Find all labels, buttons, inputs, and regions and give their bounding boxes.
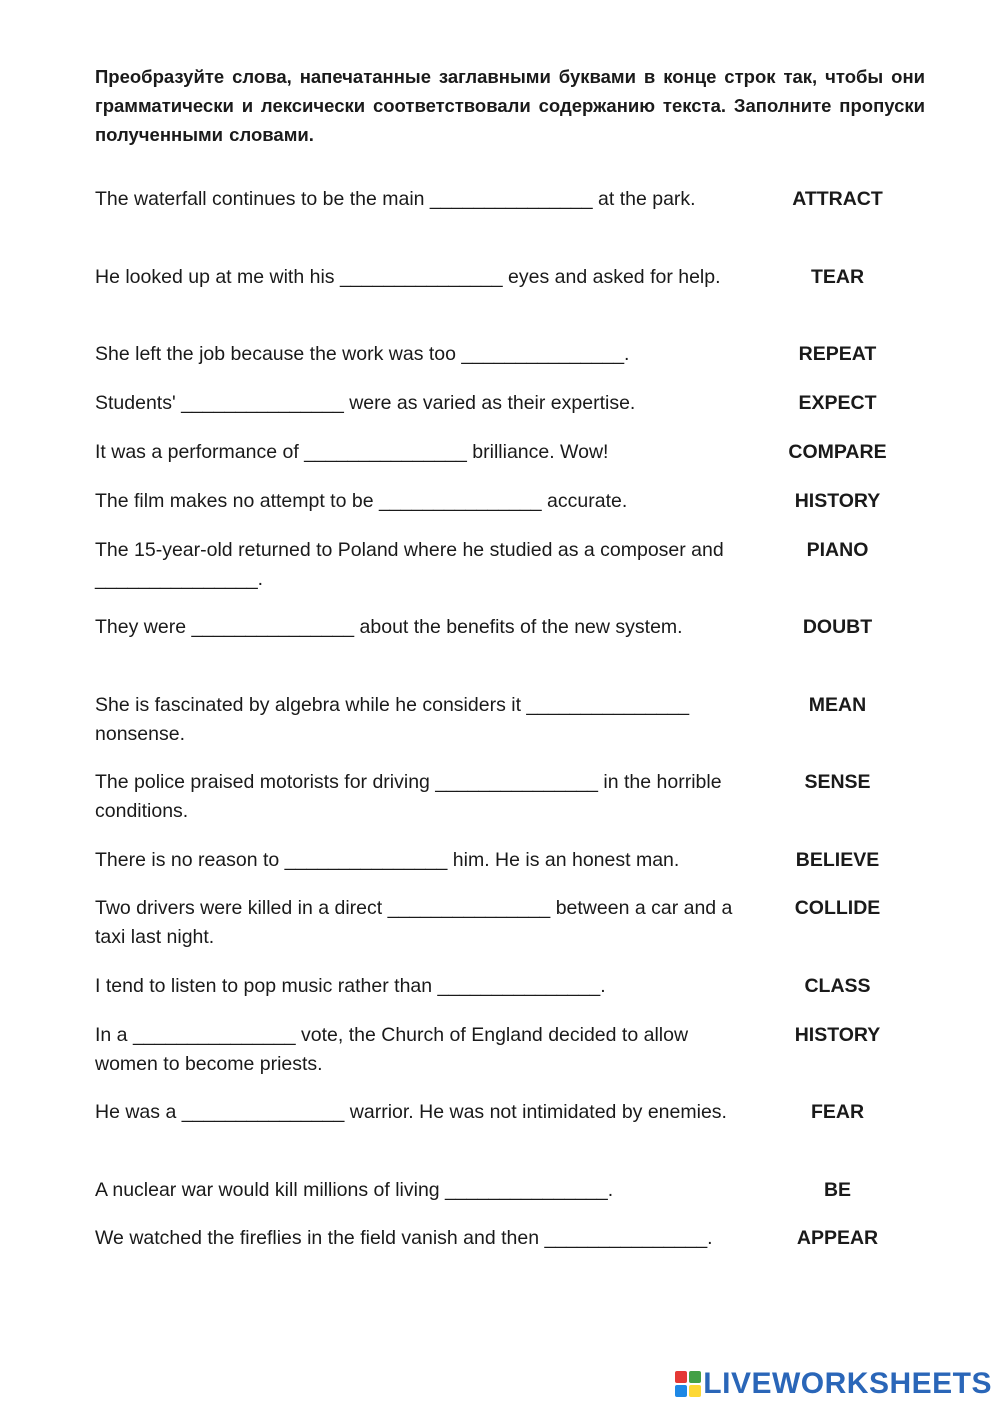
- exercise-row-2: [95, 263, 925, 292]
- exercise-sentence: In a _______________ vote, the Church of England decided to allow women to become priests.: [95, 1024, 689, 1075]
- logo-square-green: [689, 1371, 701, 1383]
- exercise-sentence: The waterfall continues to be the main _______________ at the park.: [95, 188, 696, 210]
- exercise-sentence: The film makes no attempt to be _______________ accurate.: [95, 490, 628, 512]
- exercise-row-6: [95, 487, 925, 516]
- instructions: Преобразуйте слова, напечатанные заглавными буквами в конце строк так, чтобы они грамматически и лексически соответствовали содержанию текста. Заполните пропуски полученными словами.: [95, 66, 925, 145]
- exercise-row-8: [95, 613, 925, 642]
- exercise-row-17: [95, 1224, 925, 1253]
- logo-square-yellow: [689, 1385, 701, 1397]
- logo-square-red: [675, 1371, 687, 1383]
- exercise-sentence: There is no reason to _______________ him. He is an honest man.: [95, 849, 680, 871]
- exercise-row-9: [95, 691, 925, 749]
- liveworksheets-logo-icon: [675, 1371, 701, 1397]
- liveworksheets-logo: [675, 1367, 992, 1401]
- exercise-keyword: COLLIDE: [794, 897, 881, 919]
- exercise-row-12: [95, 894, 925, 952]
- exercise-sentence: We watched the fireflies in the field vanish and then _______________.: [95, 1227, 713, 1249]
- exercise-sentence: I tend to listen to pop music rather than _______________.: [95, 975, 606, 997]
- exercise-sentence: He looked up at me with his _______________ eyes and asked for help.: [95, 266, 721, 288]
- exercise-keyword: CLASS: [804, 975, 871, 997]
- exercise-row-11: [95, 846, 925, 875]
- exercise-keyword: HISTORY: [794, 490, 881, 512]
- exercise-sentence: A nuclear war would kill millions of living _______________.: [95, 1179, 614, 1201]
- liveworksheets-brand-text: LIVEWORKSHEETS: [703, 1367, 992, 1400]
- exercise-keyword: EXPECT: [798, 392, 877, 414]
- exercise-sentence: Two drivers were killed in a direct _______________ between a car and a taxi last night.: [95, 897, 733, 948]
- exercise-keyword: REPEAT: [798, 343, 877, 365]
- exercise-keyword: ATTRACT: [792, 188, 883, 210]
- exercise-keyword: COMPARE: [788, 441, 887, 463]
- exercise-sentence: They were _______________ about the benefits of the new system.: [95, 616, 683, 638]
- exercise-sentence: Students' _______________ were as varied as their expertise.: [95, 392, 636, 414]
- exercise-keyword: PIANO: [806, 539, 869, 561]
- exercise-row-3: [95, 340, 925, 369]
- exercise-row-5: [95, 438, 925, 467]
- exercise-sentence: He was a _______________ warrior. He was not intimidated by enemies.: [95, 1101, 727, 1123]
- exercise-row-1: [95, 185, 925, 214]
- exercise-sentence: She left the job because the work was too _______________.: [95, 343, 630, 365]
- exercise-keyword: APPEAR: [796, 1227, 879, 1249]
- exercise-keyword: MEAN: [808, 694, 867, 716]
- logo-square-blue: [675, 1385, 687, 1397]
- exercise-sentence: The 15-year-old returned to Poland where he studied as a composer and _______________.: [95, 539, 724, 590]
- exercise-sentence: It was a performance of _______________ brilliance. Wow!: [95, 441, 609, 463]
- exercise-row-13: [95, 972, 925, 1001]
- exercise-row-10: [95, 768, 925, 826]
- exercise-keyword: HISTORY: [794, 1024, 881, 1046]
- exercise-keyword: DOUBT: [802, 616, 873, 638]
- exercise-row-14: [95, 1021, 925, 1079]
- exercise-row-15: [95, 1098, 925, 1127]
- exercise-sentence: She is fascinated by algebra while he considers it _______________ nonsense.: [95, 694, 690, 745]
- exercise-row-16: [95, 1176, 925, 1205]
- exercise-keyword: TEAR: [810, 266, 865, 288]
- exercise-keyword: FEAR: [810, 1101, 865, 1123]
- exercise-row-4: [95, 389, 925, 418]
- exercise-row-7: [95, 536, 925, 594]
- exercise-keyword: BELIEVE: [795, 849, 880, 871]
- exercise-keyword: BE: [823, 1179, 852, 1201]
- exercise-sentence: The police praised motorists for driving _______________ in the horrible conditions.: [95, 771, 722, 822]
- exercise-keyword: SENSE: [804, 771, 871, 793]
